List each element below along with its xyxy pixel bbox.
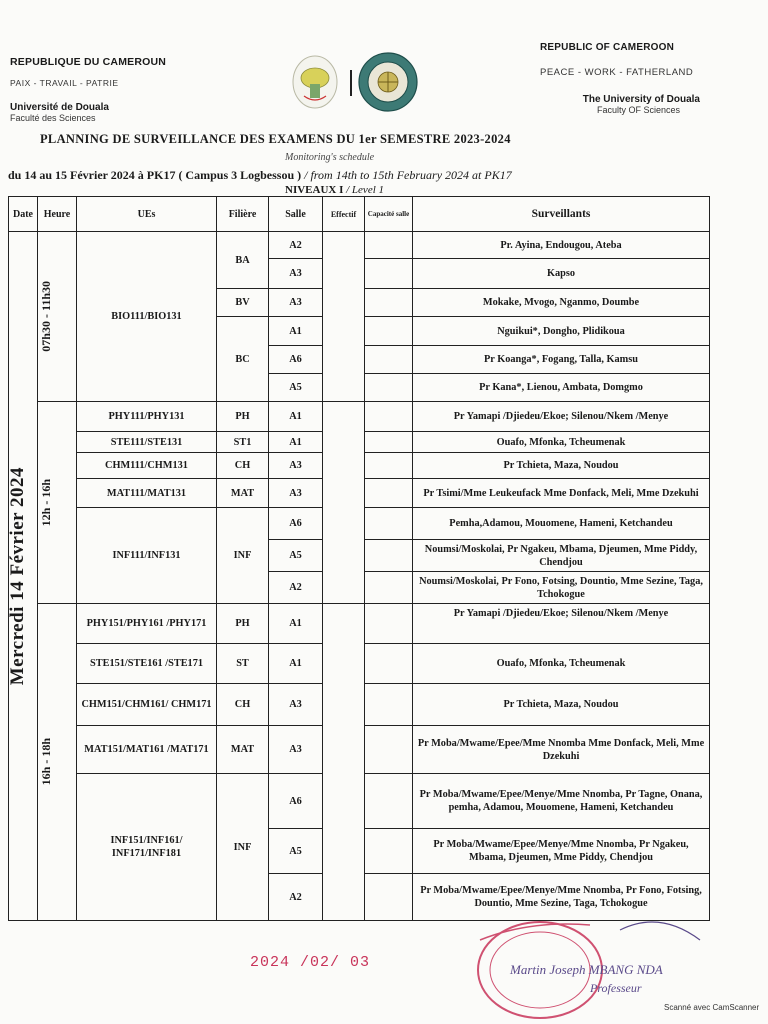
salle-cell: A1 (269, 432, 323, 453)
logo-divider (350, 70, 352, 96)
salle-cell: A3 (269, 479, 323, 508)
left-university: Université de Douala (10, 102, 109, 113)
effectif-cell (323, 604, 365, 921)
level-en: / Level 1 (346, 184, 385, 196)
col-salle: Salle (269, 197, 323, 232)
capacite-cell (365, 540, 413, 572)
filiere-cell: ST (217, 644, 269, 684)
level-line (285, 184, 384, 196)
salle-cell: A6 (269, 346, 323, 374)
table-row (9, 232, 710, 259)
schedule-table (8, 196, 710, 921)
capacite-cell (365, 644, 413, 684)
surveillants-cell: Pr Koanga*, Fogang, Talla, Kamsu (413, 346, 710, 374)
salle-cell: A6 (269, 508, 323, 540)
filiere-cell: BC (217, 317, 269, 402)
capacite-cell (365, 604, 413, 644)
level-label: NIVEAUX I (285, 184, 344, 196)
capacite-cell (365, 774, 413, 829)
signature-stamp (470, 900, 740, 1020)
capacite-cell (365, 572, 413, 604)
right-university: The University of Douala (582, 94, 700, 105)
capacite-cell (365, 829, 413, 874)
filiere-cell: INF (217, 774, 269, 921)
col-filiere: Filière (217, 197, 269, 232)
capacite-cell (365, 453, 413, 479)
signature-name: Martin Joseph MBANG NDA (510, 962, 663, 977)
salle-cell: A1 (269, 604, 323, 644)
university-seal-icon (359, 53, 417, 111)
filiere-cell: CH (217, 453, 269, 479)
capacite-cell (365, 374, 413, 402)
surveillants-cell: Pr. Ayina, Endougou, Ateba (413, 232, 710, 259)
signature-title: Professeur (590, 981, 642, 995)
header-right (540, 42, 760, 115)
surveillants-cell: Kapso (413, 259, 710, 289)
surveillants-cell: Pr Yamapi /Djiedeu/Ekoe; Silenou/Nkem /Menye (413, 604, 710, 644)
salle-cell: A1 (269, 644, 323, 684)
dates-line (8, 168, 728, 183)
filiere-cell: ST1 (217, 432, 269, 453)
slot3-cell (38, 604, 77, 921)
capacite-cell (365, 232, 413, 259)
right-motto: PEACE - WORK - FATHERLAND (540, 67, 694, 78)
left-motto: PAIX - TRAVAIL - PATRIE (10, 78, 119, 88)
signature-stroke (620, 922, 700, 940)
salle-cell: A2 (269, 232, 323, 259)
document-title: PLANNING DE SURVEILLANCE DES EXAMENS DU 1er SEMESTRE 2023-2024 (40, 132, 511, 146)
left-faculty: Faculté des Sciences (10, 113, 96, 123)
slot2-cell (38, 402, 77, 604)
salle-cell: A2 (269, 572, 323, 604)
surveillants-cell: Ouafo, Mfonka, Tcheumenak (413, 644, 710, 684)
capacite-cell (365, 346, 413, 374)
table-row (9, 604, 710, 644)
surveillants-cell: Pr Moba/Mwame/Epee/Menye/Mme Nnomba, Pr Ngakeu, Mbama, Djeumen, Mme Piddy, Chendjou (413, 829, 710, 874)
surveillants-cell: Pr Tsimi/Mme Leukeufack Mme Donfack, Meli, Mme Dzekuhi (413, 479, 710, 508)
capacite-cell (365, 508, 413, 540)
effectif-cell (323, 232, 365, 402)
surveillants-cell: Pr Tchieta, Maza, Noudou (413, 453, 710, 479)
salle-cell: A3 (269, 726, 323, 774)
salle-cell: A5 (269, 540, 323, 572)
surveillants-cell: Pr Yamapi /Djiedeu/Ekoe; Silenou/Nkem /Menye (413, 402, 710, 432)
document-subtitle: Monitoring's schedule (285, 152, 375, 163)
col-ues: UEs (77, 197, 217, 232)
capacite-cell (365, 402, 413, 432)
capacite-cell (365, 479, 413, 508)
dates-en: / from 14th to 15th February 2024 at PK17 (304, 168, 512, 182)
university-logos (290, 52, 425, 112)
slot1-cell (38, 232, 77, 402)
filiere-cell: INF (217, 508, 269, 604)
right-country: REPUBLIC OF CAMEROON (540, 42, 674, 53)
capacite-cell (365, 259, 413, 289)
filiere-cell: CH (217, 684, 269, 726)
col-capacite: Capacité salle (365, 197, 413, 232)
ue-cell: CHM111/CHM131 (77, 453, 217, 479)
surveillants-cell: Noumsi/Moskolai, Pr Fono, Fotsing, Dountio, Mme Sezine, Taga, Tchokogue (413, 572, 710, 604)
capacite-cell (365, 684, 413, 726)
surveillants-cell: Pr Moba/Mwame/Epee/Mme Nnomba Mme Donfack, Meli, Mme Dzekuhi (413, 726, 710, 774)
ue-cell: INF111/INF131 (77, 508, 217, 604)
filiere-cell: PH (217, 604, 269, 644)
surveillants-cell: Pr Moba/Mwame/Epee/Menye/Mme Nnomba, Pr Tagne, Onana, pemha, Adamou, Mouomene, Hameni, Ketchandeu (413, 774, 710, 829)
filiere-cell: MAT (217, 479, 269, 508)
filiere-cell: BA (217, 232, 269, 289)
salle-cell: A3 (269, 684, 323, 726)
surveillants-cell: Mokake, Mvogo, Nganmo, Doumbe (413, 289, 710, 317)
ue-cell: MAT111/MAT131 (77, 479, 217, 508)
surveillants-cell: Pr Kana*, Lienou, Ambata, Domgmo (413, 374, 710, 402)
right-faculty: Faculty OF Sciences (596, 105, 680, 115)
salle-cell: A3 (269, 453, 323, 479)
filiere-cell: PH (217, 402, 269, 432)
day-label: Mercredi 14 Février 2024 (7, 466, 28, 686)
capacite-cell (365, 289, 413, 317)
salle-cell: A1 (269, 317, 323, 346)
slot3-label: 16h - 18h (39, 738, 53, 786)
day-cell (9, 232, 38, 921)
col-heure: Heure (38, 197, 77, 232)
ue-cell: STE111/STE131 (77, 432, 217, 453)
surveillants-cell: Ouafo, Mfonka, Tcheumenak (413, 432, 710, 453)
capacite-cell (365, 317, 413, 346)
salle-cell: A2 (269, 874, 323, 921)
ue-cell: BIO111/BIO131 (77, 232, 217, 402)
surveillants-cell: Pemha,Adamou, Mouomene, Hameni, Ketchandeu (413, 508, 710, 540)
scanner-credit: Scanné avec CamScanner (664, 1003, 760, 1012)
surveillants-cell: Pr Tchieta, Maza, Noudou (413, 684, 710, 726)
slot1-label: 07h30 - 11h30 (39, 281, 53, 352)
filiere-cell: BV (217, 289, 269, 317)
capacite-cell (365, 726, 413, 774)
salle-cell: A5 (269, 374, 323, 402)
col-surveillants: Surveillants (413, 197, 710, 232)
ue-cell: MAT151/MAT161 /MAT171 (77, 726, 217, 774)
ue-cell: INF151/INF161/ INF171/INF181 (77, 774, 217, 921)
salle-cell: A3 (269, 259, 323, 289)
capacite-cell (365, 874, 413, 921)
surveillants-cell: Noumsi/Moskolai, Pr Ngakeu, Mbama, Djeumen, Mme Piddy, Chendjou (413, 540, 710, 572)
stamp-date: 2024 /02/ 03 (250, 954, 371, 971)
filiere-cell: MAT (217, 726, 269, 774)
left-country: REPUBLIQUE DU CAMEROUN (10, 56, 167, 68)
ue-cell: STE151/STE161 /STE171 (77, 644, 217, 684)
col-date: Date (9, 197, 38, 232)
salle-cell: A6 (269, 774, 323, 829)
faculty-logo-icon (293, 56, 337, 108)
salle-cell: A3 (269, 289, 323, 317)
surveillants-cell: Pr Moba/Mwame/Epee/Menye/Mme Nnomba, Pr Fono, Fotsing, Dountio, Mme Sezine, Taga, Tchokogue (413, 874, 710, 921)
surveillants-cell: Nguikui*, Dongho, Plidikoua (413, 317, 710, 346)
ue-cell: PHY111/PHY131 (77, 402, 217, 432)
header-left (10, 56, 260, 123)
capacite-cell (365, 432, 413, 453)
dates-fr: du 14 au 15 Février 2024 à PK17 ( Campus 3 Logbessou ) (8, 168, 302, 182)
table-header-row (9, 197, 710, 232)
effectif-cell (323, 402, 365, 604)
col-effectif: Effectif (323, 197, 365, 232)
ue-cell: CHM151/CHM161/ CHM171 (77, 684, 217, 726)
slot2-label: 12h - 16h (39, 478, 53, 527)
salle-cell: A1 (269, 402, 323, 432)
ue-cell: PHY151/PHY161 /PHY171 (77, 604, 217, 644)
table-row (9, 402, 710, 432)
salle-cell: A5 (269, 829, 323, 874)
